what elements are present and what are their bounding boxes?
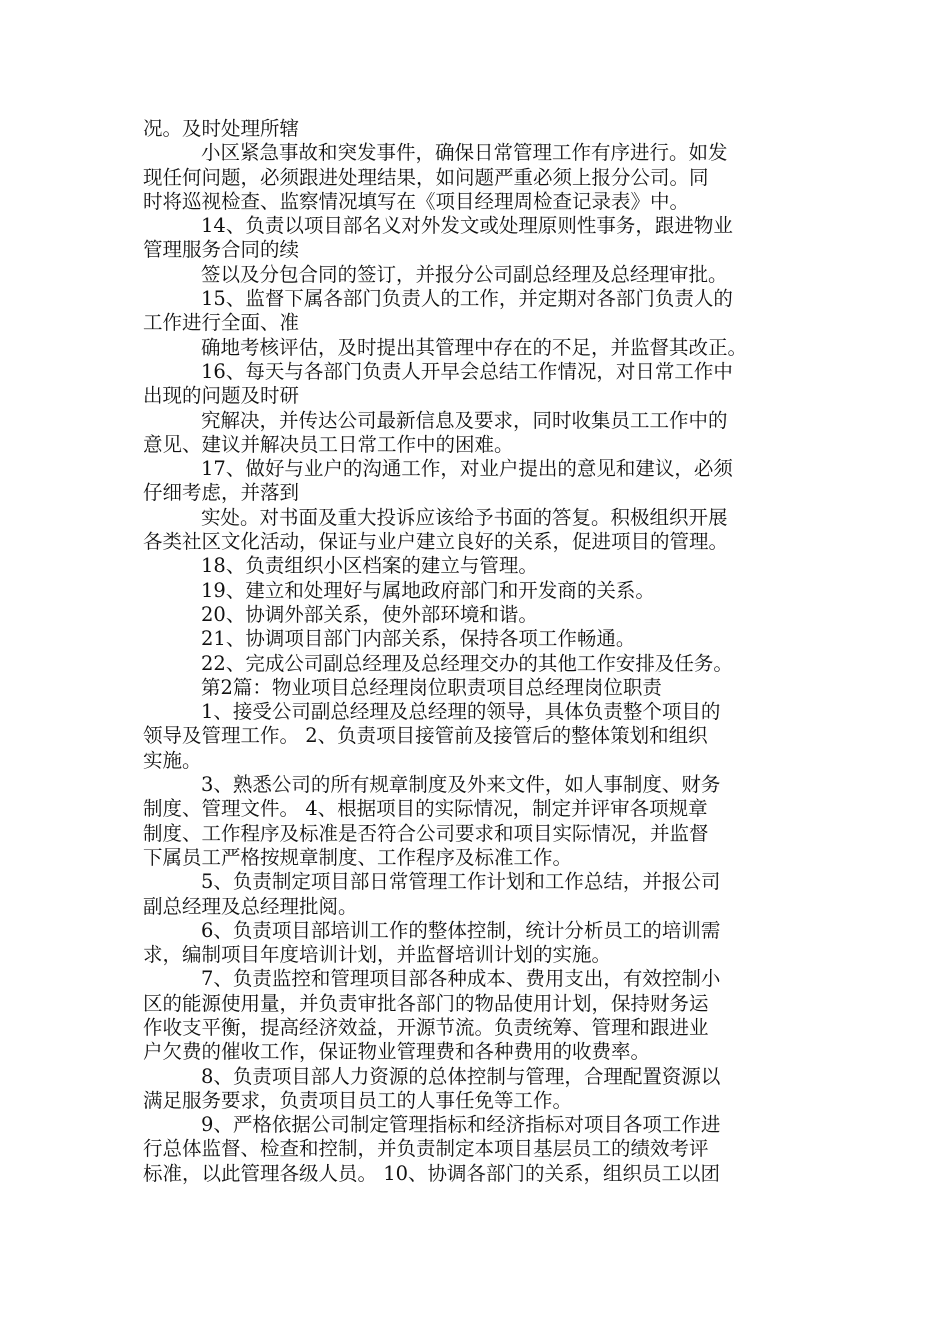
text-line: 工作进行全面、准 xyxy=(143,311,300,335)
text-line: 究解决，并传达公司最新信息及要求，同时收集员工工作中的 xyxy=(201,408,728,432)
text-line: 第2篇：物业项目总经理岗位职责项目总经理岗位职责 xyxy=(201,675,662,699)
text-line: 各类社区文化活动，保证与业户建立良好的关系，促进项目的管理。 xyxy=(143,530,729,554)
text-line: 标准，以此管理各级人员。 10、协调各部门的关系，组织员工以团 xyxy=(143,1161,721,1185)
text-line: 18、负责组织小区档案的建立与管理。 xyxy=(201,554,538,578)
text-line: 17、做好与业户的沟通工作，对业户提出的意见和建议，必须 xyxy=(201,457,733,481)
text-line: 管理服务合同的续 xyxy=(143,238,300,262)
text-line: 意见、建议并解决员工日常工作中的困难。 xyxy=(143,432,514,456)
text-line: 现任何问题，必须跟进处理结果，如问题严重必须上报分公司。同 xyxy=(143,165,709,189)
text-line: 20、协调外部关系，使外部环境和谐。 xyxy=(201,602,538,626)
text-line: 况。及时处理所辖 xyxy=(143,117,300,140)
text-line: 制度、管理文件。 4、根据项目的实际情况，制定并评审各项规章 xyxy=(143,797,708,821)
text-line: 6、负责项目部培训工作的整体控制，统计分析员工的培训需 xyxy=(201,918,721,942)
text-line: 求，编制项目年度培训计划，并监督培训计划的实施。 xyxy=(143,943,612,967)
text-line: 3、熟悉公司的所有规章制度及外来文件，如人事制度、财务 xyxy=(201,773,721,797)
text-line: 户欠费的催收工作，保证物业管理费和各种费用的收费率。 xyxy=(143,1040,651,1064)
text-line: 区的能源使用量，并负责审批各部门的物品使用计划，保持财务运 xyxy=(143,991,709,1015)
text-line: 制度、工作程序及标准是否符合公司要求和项目实际情况，并监督 xyxy=(143,821,709,845)
text-line: 满足服务要求，负责项目员工的人事任免等工作。 xyxy=(143,1088,573,1112)
text-line: 出现的问题及时研 xyxy=(143,384,300,408)
text-line: 16、每天与各部门负责人开早会总结工作情况，对日常工作中 xyxy=(201,359,733,383)
text-line: 8、负责项目部人力资源的总体控制与管理，合理配置资源以 xyxy=(201,1064,721,1088)
text-line: 9、严格依据公司制定管理指标和经济指标对项目各项工作进 xyxy=(201,1113,721,1137)
text-line: 19、建立和处理好与属地政府部门和开发商的关系。 xyxy=(201,578,655,602)
text-line: 行总体监督、检查和控制，并负责制定本项目基层员工的绩效考评 xyxy=(143,1137,709,1161)
text-line: 5、负责制定项目部日常管理工作计划和工作总结，并报公司 xyxy=(201,870,721,894)
text-line: 副总经理及总经理批阅。 xyxy=(143,894,358,918)
text-line: 领导及管理工作。 2、负责项目接管前及接管后的整体策划和组织 xyxy=(143,724,708,748)
text-line: 15、监督下属各部门负责人的工作，并定期对各部门负责人的 xyxy=(201,287,733,311)
text-line: 22、完成公司副总经理及总经理交办的其他工作安排及任务。 xyxy=(201,651,733,675)
text-line: 小区紧急事故和突发事件，确保日常管理工作有序进行。如发 xyxy=(201,141,728,165)
text-line: 时将巡视检查、监察情况填写在《项目经理周检查记录表》中。 xyxy=(143,189,690,213)
document-body xyxy=(143,117,813,1186)
text-line: 14、负责以项目部名义对外发文或处理原则性事务，跟进物业 xyxy=(201,214,733,238)
text-line: 仔细考虑，并落到 xyxy=(143,481,300,505)
text-line: 下属员工严格按规章制度、工作程序及标准工作。 xyxy=(143,845,573,869)
text-line: 确地考核评估，及时提出其管理中存在的不足，并监督其改正。 xyxy=(201,335,748,359)
text-line: 7、负责监控和管理项目部各种成本、费用支出，有效控制小 xyxy=(201,967,721,991)
text-line: 1、接受公司副总经理及总经理的领导，具体负责整个项目的 xyxy=(201,700,721,724)
text-line: 签以及分包合同的签订，并报分公司副总经理及总经理审批。 xyxy=(201,262,728,286)
text-line: 21、协调项目部门内部关系，保持各项工作畅通。 xyxy=(201,627,636,651)
text-line: 作收支平衡，提高经济效益，开源节流。负责统筹、管理和跟进业 xyxy=(143,1015,709,1039)
text-line: 实施。 xyxy=(143,748,202,772)
text-line: 实处。对书面及重大投诉应该给予书面的答复。积极组织开展 xyxy=(201,505,728,529)
